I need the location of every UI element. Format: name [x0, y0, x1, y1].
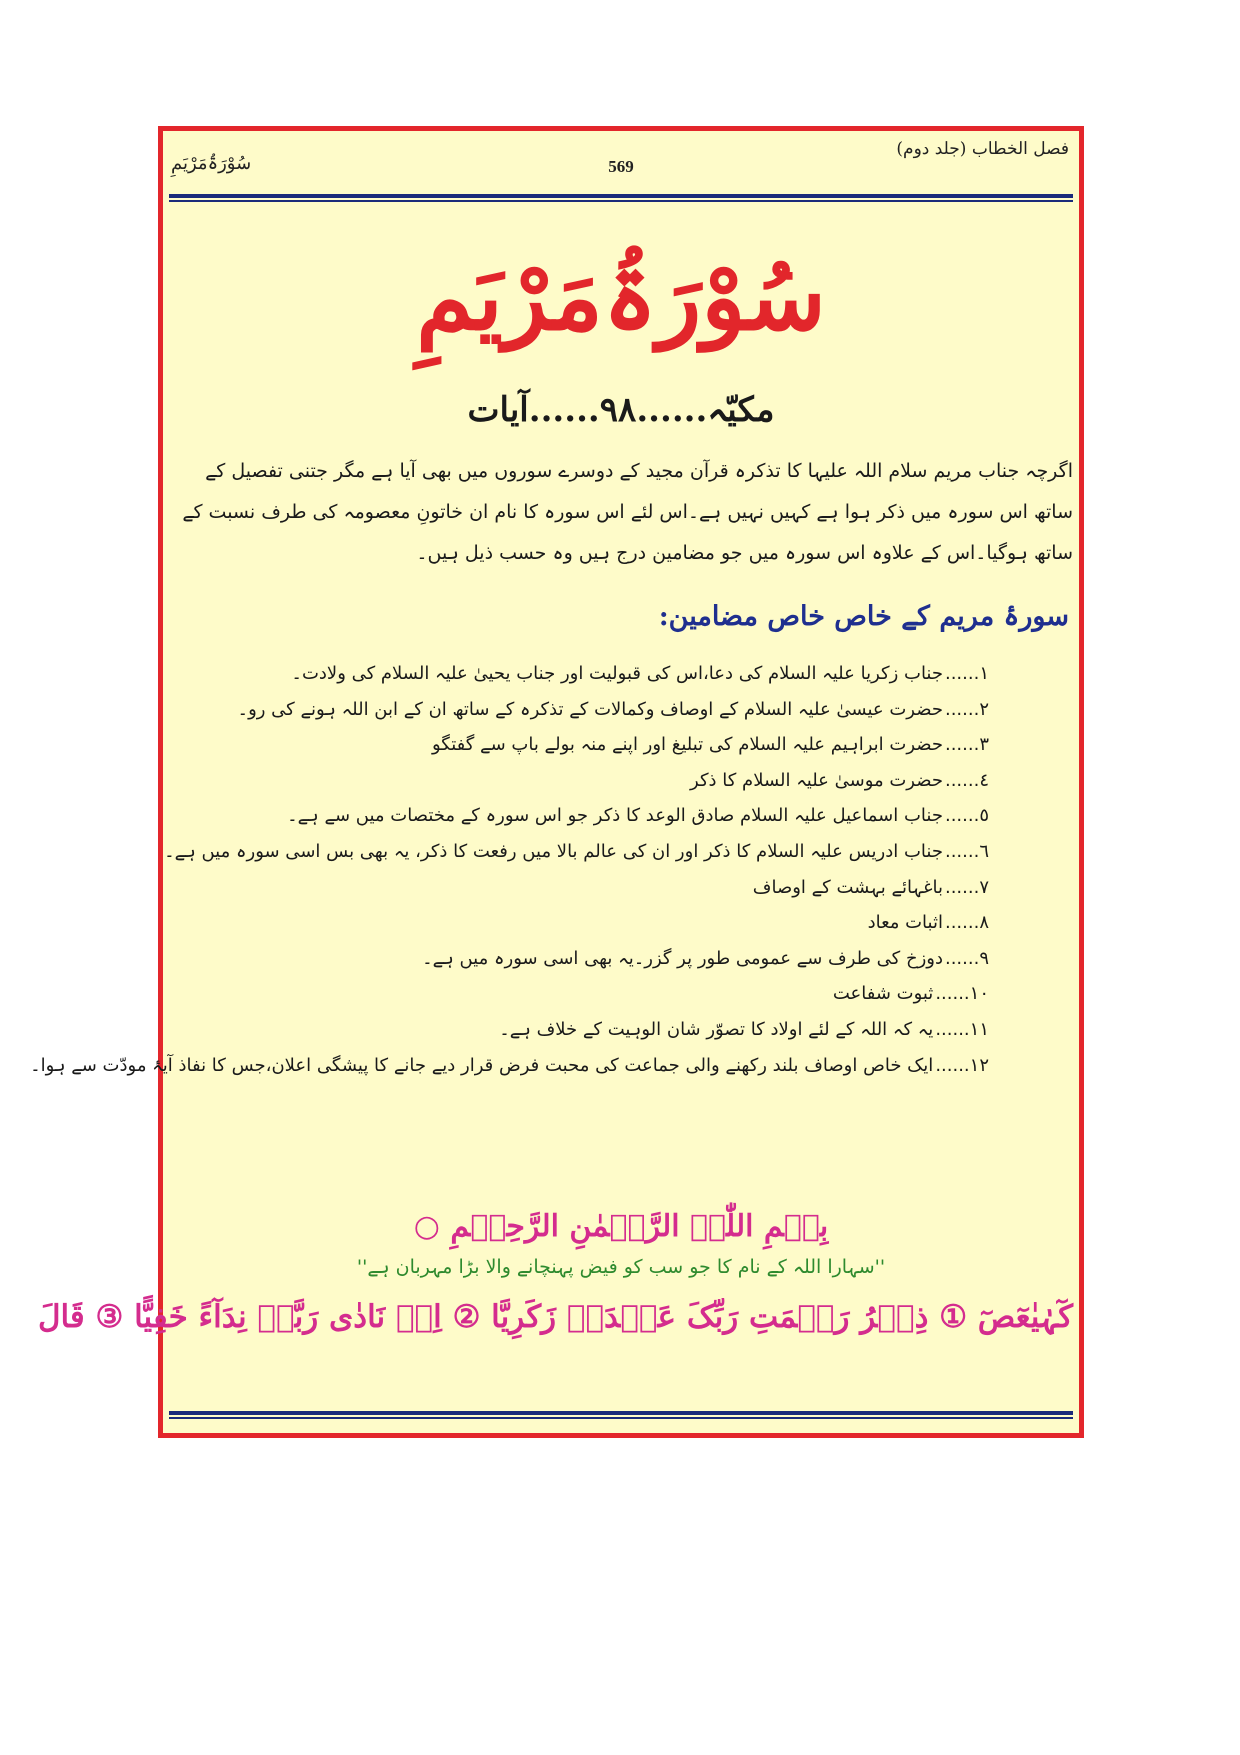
- header-divider: [169, 194, 1073, 198]
- topic-number: ١٢......: [935, 1054, 989, 1076]
- footer-divider-thin: [169, 1417, 1073, 1419]
- header-surah-name: سُوْرَۃُمَرْیَمِ: [171, 153, 252, 174]
- opening-verse: کٓہٰیٰعٓصٓ ① ذِکۡرُ رَحۡمَتِ رَبِّکَ عَبۡدَہٗ زَکَرِیَّا ② اِذۡ نَادٰی رَبَّہٗ نِدَآءً خَفِیًّا ③ قَالَ: [37, 1299, 1073, 1335]
- topic-text: حضرت عیسیٰ علیہ السلام کے اوصاف وکمالات کے تذکرہ کے ساتھ ان کے ابن اللہ ہونے کی رو۔: [237, 698, 943, 720]
- topic-text: حضرت موسیٰ علیہ السلام کا ذکر: [690, 769, 943, 791]
- topic-number: ١......: [944, 663, 989, 684]
- page-header: [163, 131, 1079, 193]
- topic-text: ایک خاص اوصاف بلند رکھنے والی جماعت کی محبت فرض قرار دیے جانے کا پیشگی اعلان،جس کا نفاذ آیۂ مودّت سے ہوا۔: [30, 1054, 934, 1076]
- topic-number: ٨......: [944, 912, 989, 934]
- list-item: [173, 692, 989, 728]
- topic-text: یہ کہ اللہ کے لئے اولاد کا تصوّر شان الوہیت کے خلاف ہے۔: [499, 1018, 934, 1040]
- topic-text: اثبات معاد: [867, 912, 943, 934]
- topic-number: ١٠......: [935, 983, 989, 1005]
- topic-number: ٢......: [944, 698, 989, 720]
- topic-number: ٩......: [944, 947, 989, 969]
- topic-text: ثبوت شفاعت: [832, 983, 934, 1005]
- list-item: [173, 976, 989, 1012]
- topic-number: ٦......: [944, 840, 989, 862]
- list-item: [173, 941, 989, 977]
- topic-text: جناب اسماعیل علیہ السلام صادق الوعد کا ذکر جو اس سورہ کے مختصات میں سے ہے۔: [287, 805, 943, 827]
- list-item: [173, 870, 989, 906]
- topic-number: ٥......: [944, 805, 989, 827]
- basmala: بِسۡمِ اللّٰہِ الرَّحۡمٰنِ الرَّحِیۡمِ ○: [413, 1209, 829, 1244]
- page-number: 569: [608, 157, 634, 176]
- list-item: [173, 727, 989, 763]
- list-item: [164, 834, 989, 870]
- footer-divider: [169, 1411, 1073, 1415]
- list-item: [173, 763, 989, 799]
- topic-number: ٣......: [944, 734, 989, 756]
- header-divider-thin: [169, 200, 1073, 202]
- basmala-translation: ''سہارا اللہ کے نام کا جو سب کو فیض پہنچانے والا بڑا مہربان ہے'': [356, 1256, 886, 1278]
- topic-text: باغہائے بہشت کے اوصاف: [752, 876, 943, 898]
- topic-text: دوزخ کی طرف سے عمومی طور پر گزر۔یہ بھی اسی سورہ میں ہے۔: [422, 947, 943, 969]
- surah-title: سُوْرَۃُمَرْیَمِ: [416, 243, 826, 351]
- list-item: [30, 1048, 989, 1084]
- list-item: [173, 905, 989, 941]
- surah-subtitle: مکیّہ......٩٨......آیات: [467, 390, 775, 430]
- list-item: [173, 1012, 989, 1048]
- topic-text: جناب زکریا علیہ السلام کی دعا،اس کی قبولیت اور جناب یحییٰ علیہ السلام کی ولادت۔: [291, 663, 943, 684]
- topic-text: حضرت ابراہیم علیہ السلام کی تبلیغ اور اپنے منہ بولے باپ سے گفتگو: [431, 734, 943, 756]
- intro-paragraph: اگرچہ جناب مریم سلام اللہ علیہا کا تذکرہ قرآن مجید کے دوسرے سوروں میں بھی آیا ہے مگر جتنی تفصیل کے ساتھ اس سورہ میں ذکر ہوا ہے کہیں نہیں ہے۔اس لئے اس سورہ کا نام ان خاتونِ معصومہ کی طرف نسبت کے ساتھ ہوگیا۔اس کے علاوہ اس سورہ میں جو مضامین درج ہیں وہ حسب ذیل ہیں۔: [182, 460, 1073, 564]
- topic-number: ٧......: [944, 876, 989, 898]
- topics-list: [30, 656, 989, 1083]
- list-item: [173, 656, 989, 692]
- topic-number: ١١......: [935, 1018, 989, 1040]
- section-heading: سورۂ مریم کے خاص خاص مضامین:: [658, 601, 1069, 632]
- topic-number: ٤......: [944, 769, 989, 791]
- page-frame: [30, 126, 1084, 1438]
- list-item: [173, 798, 989, 834]
- topic-text: جناب ادریس علیہ السلام کا ذکر اور ان کی عالم بالا میں رفعت کا ذکر، یہ بھی بس اسی سورہ میں ہے۔: [164, 840, 943, 862]
- header-book-title: فصل الخطاب (جلد دوم): [896, 139, 1069, 159]
